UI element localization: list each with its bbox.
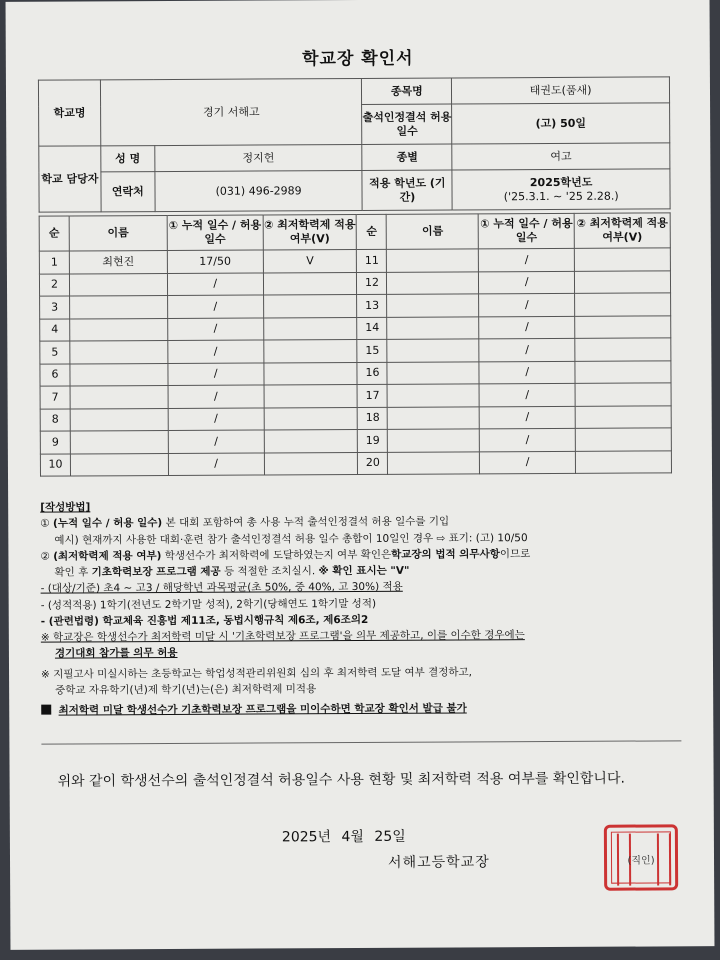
row-min — [575, 293, 671, 316]
closing-statement: 위와 같이 학생선수의 출석인정결석 허용일수 사용 현황 및 최저학력 적용 여부를 확인합니다. — [57, 770, 625, 790]
school-label: 학교명 — [38, 80, 100, 146]
row-days: 17/50 — [167, 250, 263, 273]
note-2-line2-a: 확인 후 — [54, 566, 89, 579]
note-3: - (대상/기준) 초4 ~ 고3 / 해당학년 과목평균(초 50%, 중 40%, 고 30%) 적용 — [40, 581, 403, 596]
col-header-name: 이름 — [387, 214, 479, 249]
row-name — [387, 316, 479, 339]
note-2-text2: 이므로 — [499, 547, 531, 561]
row-days: / — [479, 248, 575, 271]
contact-value: (031) 496-2989 — [155, 170, 363, 211]
row-no: 5 — [40, 341, 70, 364]
table-row — [39, 248, 670, 274]
note-2-num: ② — [40, 550, 50, 563]
row-no: 6 — [40, 364, 70, 387]
note-2-bold: (최저학력제 적용 여부) — [53, 549, 162, 563]
row-name — [388, 429, 480, 452]
col-header-min: ② 최저학력제 적용 여부(V) — [574, 213, 670, 249]
row-no: 8 — [40, 409, 70, 432]
row-min — [264, 385, 358, 408]
row-no: 12 — [357, 272, 387, 295]
seal-label: (직인) — [627, 855, 655, 867]
row-min — [263, 272, 357, 295]
row-name — [70, 431, 168, 454]
row-name — [69, 273, 167, 296]
row-no: 1 — [39, 251, 69, 274]
table-row — [40, 405, 671, 431]
row-min — [575, 405, 671, 428]
school-value: 경기 서해고 — [100, 78, 362, 145]
year-cell — [452, 169, 670, 210]
row-days: / — [168, 430, 264, 453]
event-value: 태권도(품새) — [452, 77, 670, 104]
note-2-line2-c: ※ 확인 표시는 "V" — [318, 564, 410, 578]
row-no: 17 — [358, 384, 388, 407]
row-days: / — [167, 295, 263, 318]
row-min — [263, 295, 357, 318]
row-min — [264, 407, 358, 430]
document-page — [6, 0, 715, 950]
row-min — [575, 338, 671, 361]
col-header-days: ① 누적 일수 / 허용 일수 — [478, 213, 574, 249]
square-bullet-icon — [41, 705, 51, 715]
row-days: / — [168, 408, 264, 431]
table-row — [39, 270, 670, 296]
note-4: - (성적적용) 1학기(전년도 2학기말 성적), 2학기(당해연도 1학기말 성적) — [40, 597, 377, 612]
info-table — [38, 76, 671, 212]
row-name — [70, 386, 168, 409]
category-label: 종별 — [362, 144, 452, 170]
row-no: 7 — [40, 386, 70, 409]
note-8 — [41, 700, 681, 720]
instructions — [40, 496, 681, 719]
note-1-text: 본 대회 포함하여 총 사용 누적 출석인정결석 허용 일수를 기입 — [165, 515, 450, 530]
row-days: / — [167, 318, 263, 341]
name-value: 정지헌 — [155, 144, 363, 171]
row-min — [263, 317, 357, 340]
note-6a: ※ 학교장은 학생선수가 최저학력 미달 시 '기초학력보장 프로그램'을 의무 제공하고, 이를 이수한 경우에는 — [40, 629, 525, 644]
note-1-example: 예시) 현재까지 사용한 대회·훈련 참가 출석인정결석 허용 일수 총합이 10일인 경우 ⇨ 표기: (고) 10/50 — [54, 531, 528, 547]
row-no: 10 — [40, 454, 70, 477]
row-no: 14 — [357, 317, 387, 340]
row-no: 2 — [39, 274, 69, 297]
row-name — [70, 296, 168, 319]
table-row — [40, 428, 671, 454]
note-2-duty: 학교장의 법적 의무사항 — [391, 548, 500, 561]
row-name — [70, 318, 168, 341]
table-row — [40, 383, 671, 409]
row-days: / — [167, 273, 263, 296]
note-7a: ※ 지필고사 미실시하는 초등학교는 학업성적관리위원회 심의 후 최저학력 도달 여부 결정하고, — [41, 666, 473, 681]
note-5: - (관련법령) 학교체육 진흥법 제11조, 동법시행규칙 제6조, 제6조의2 — [40, 613, 369, 628]
document-title: 학교장 확인서 — [302, 48, 414, 70]
table-row — [40, 293, 671, 319]
row-days: / — [479, 361, 575, 384]
row-name — [388, 406, 480, 429]
row-no: 9 — [40, 431, 70, 454]
row-name — [387, 294, 479, 317]
note-2-line2-bold: 기초학력보장 프로그램 제공 — [91, 565, 221, 579]
row-name — [388, 451, 480, 474]
period-value: ('25.3.1. ~ '25 2.28.) — [503, 189, 619, 203]
row-no: 11 — [357, 249, 387, 272]
row-min — [264, 452, 358, 475]
row-name — [70, 341, 168, 364]
row-days: / — [168, 340, 264, 363]
row-min — [575, 383, 671, 406]
row-no: 16 — [357, 362, 387, 385]
row-min — [575, 360, 671, 383]
row-name: 최현진 — [69, 251, 167, 274]
row-min — [575, 450, 671, 473]
row-name — [70, 453, 168, 476]
row-no: 3 — [40, 296, 70, 319]
note-6b: 경기대회 참가를 의무 허용 — [54, 647, 178, 660]
col-header-name: 이름 — [69, 216, 167, 252]
note-1-bold: (누적 일수 / 허용 일수) — [52, 517, 163, 530]
row-min — [264, 362, 358, 385]
manager-label: 학교 담당자 — [39, 146, 101, 212]
row-name — [387, 249, 479, 272]
allowed-days-label: 출석인정결석 허용 일수 — [362, 104, 452, 144]
row-min — [574, 248, 670, 271]
col-header-no: 순 — [357, 214, 387, 249]
row-min: V — [263, 250, 357, 273]
row-days: / — [479, 406, 575, 429]
event-label: 종목명 — [362, 78, 452, 104]
col-header-min: ② 최저학력제 적용 여부(V) — [263, 215, 357, 250]
row-min — [264, 430, 358, 453]
row-name — [70, 363, 168, 386]
row-no: 19 — [358, 429, 388, 452]
row-min — [575, 270, 671, 293]
table-row — [40, 360, 671, 386]
row-min — [575, 315, 671, 338]
row-days: / — [479, 271, 575, 294]
row-days: / — [480, 451, 576, 474]
name-label: 성 명 — [101, 146, 155, 172]
row-name — [387, 271, 479, 294]
note-2-line2-b: 등 적절한 조치실시. — [223, 565, 316, 578]
note-8-text: 최저학력 미달 학생선수가 기초학력보장 프로그램을 미이수하면 학교장 확인서 발급 불가 — [58, 702, 467, 717]
note-2-text: 학생선수가 최저학력에 도달하였는지 여부 확인은 — [164, 548, 392, 562]
note-1-num: ① — [40, 517, 50, 530]
divider — [41, 740, 681, 744]
contact-label: 연락처 — [101, 172, 155, 212]
col-header-days: ① 누적 일수 / 허용 일수 — [167, 215, 263, 251]
row-days: / — [479, 293, 575, 316]
row-days: / — [168, 363, 264, 386]
table-row — [40, 338, 671, 364]
row-no: 18 — [358, 407, 388, 430]
row-no: 20 — [358, 452, 388, 475]
row-name — [387, 339, 479, 362]
row-days: / — [479, 316, 575, 339]
row-days: / — [168, 453, 264, 476]
instructions-heading: [작성방법] — [40, 501, 91, 514]
row-days: / — [168, 385, 264, 408]
row-days: / — [479, 383, 575, 406]
category-value: 여고 — [452, 143, 670, 170]
year-label: 적용 학년도 (기간) — [362, 170, 452, 210]
note-7b: 중학교 자유학기(년)제 학기(년)는(은) 최저학력제 미적용 — [55, 683, 317, 697]
table-row — [40, 315, 671, 341]
row-min — [575, 428, 671, 451]
row-min — [263, 340, 357, 363]
principal-signature-line: 서해고등학교장 — [387, 854, 490, 871]
row-days: / — [480, 428, 576, 451]
allowed-days-value: (고) 50일 — [452, 103, 670, 144]
col-header-no: 순 — [39, 216, 69, 251]
row-no: 13 — [357, 294, 387, 317]
row-no: 15 — [357, 339, 387, 362]
row-no: 4 — [40, 319, 70, 342]
table-row — [40, 450, 671, 476]
row-name — [70, 408, 168, 431]
row-days: / — [479, 338, 575, 361]
issue-date: 2025년 4월 25일 — [281, 828, 406, 846]
student-table — [39, 212, 672, 476]
official-seal — [604, 824, 678, 890]
row-name — [387, 384, 479, 407]
row-name — [387, 361, 479, 384]
year-value: 2025학년도 — [529, 175, 593, 189]
